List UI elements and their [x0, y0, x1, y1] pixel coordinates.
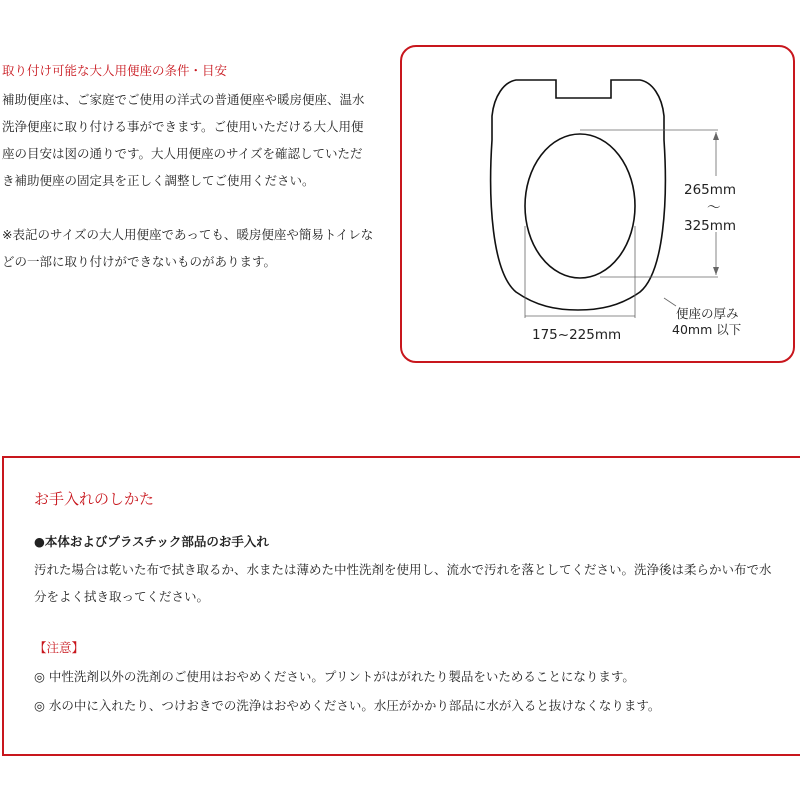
seat-outer-outline — [491, 80, 666, 310]
length-arrow-top — [713, 132, 719, 140]
conditions-paragraph-1: 補助便座は、ご家庭でご使用の洋式の普通便座や暖房便座、温水洗浄便座に取り付ける事ができます。ご使用いただける大人用便座の目安は図の通りです。大人用便座のサイズを確認していただき補助便座の固定具を正しく調整してご使用ください。 — [2, 92, 365, 188]
conditions-title: 取り付け可能な大人用便座の条件・目安 — [2, 63, 228, 78]
care-title: お手入れのしかた — [34, 490, 155, 508]
notice-label: 【注意】 — [34, 640, 85, 655]
length-max-label: 325mm — [684, 218, 737, 234]
notice-item: ◎ 中性洗剤以外の洗剤のご使用はおやめください。プリントがはがれたり製品をいためることになります。 — [34, 669, 635, 684]
width-range-label: 175~225mm — [532, 327, 622, 343]
seat-inner-opening — [525, 134, 635, 278]
length-arrow-bottom — [713, 267, 719, 275]
thickness-label: 便座の厚み — [676, 306, 739, 321]
thickness-value: 40mm 以下 — [672, 322, 742, 337]
care-text: 汚れた場合は乾いた布で拭き取るか、水または薄めた中性洗剤を使用し、流水で汚れを落としてください。洗浄後は柔らかい布で水分をよく拭き取ってください。 — [34, 562, 772, 604]
care-subheading: ●本体およびプラスチック部品のお手入れ — [34, 534, 269, 549]
notice-item: ◎ 水の中に入れたり、つけおきでの洗浄はおやめください。水圧がかかり部品に水が入ると抜けなくなります。 — [34, 698, 661, 713]
conditions-paragraph-2: ※表記のサイズの大人用便座であっても、暖房便座や簡易トイレなどの一部に取り付けができないものがあります。 — [2, 227, 374, 269]
length-tilde-label: ～ — [707, 200, 721, 216]
thickness-leader — [664, 298, 676, 306]
length-min-label: 265mm — [684, 182, 737, 198]
